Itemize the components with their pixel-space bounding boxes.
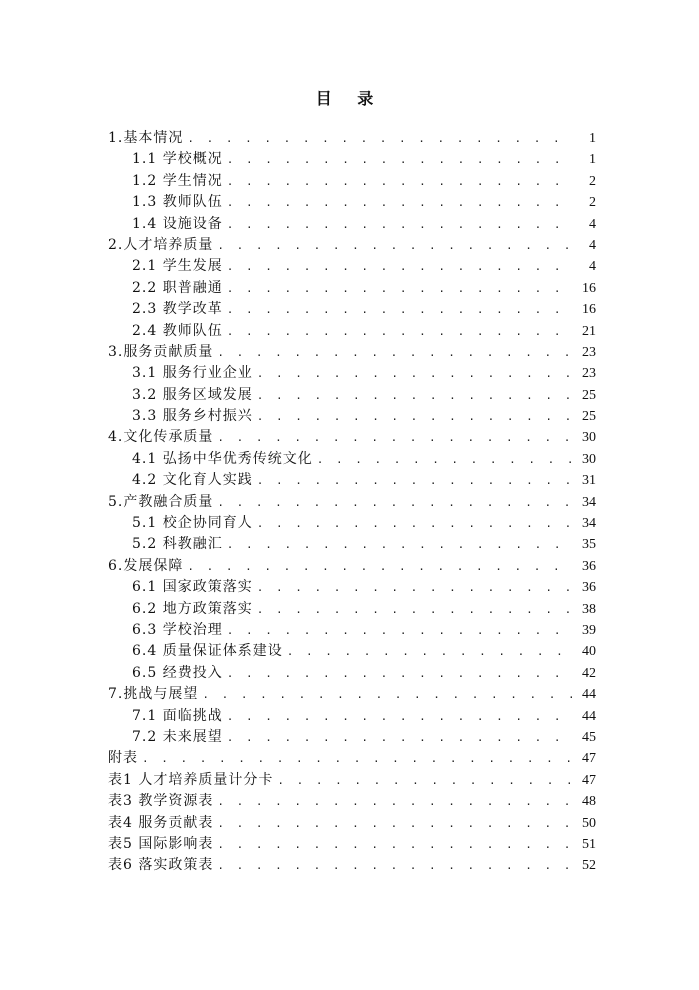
toc-entry-label: 6.2 地方政策落实 bbox=[132, 600, 253, 617]
dot-leader bbox=[187, 128, 574, 149]
toc-entry-label: 1.基本情况 bbox=[108, 130, 184, 146]
toc-entry-page-number: 40 bbox=[582, 644, 596, 660]
toc-entry[interactable] bbox=[108, 684, 596, 705]
dot-leader bbox=[257, 577, 574, 598]
toc-entry[interactable] bbox=[108, 321, 596, 342]
toc-entry-label: 5.1 校企协同育人 bbox=[132, 515, 253, 532]
toc-entry-page-number: 2 bbox=[589, 173, 596, 189]
toc-entry-page-number: 38 bbox=[582, 601, 596, 617]
toc-entry[interactable] bbox=[108, 278, 596, 299]
dot-leader bbox=[217, 235, 574, 256]
toc-entry-label: 6.5 经费投入 bbox=[132, 664, 223, 681]
toc-entry[interactable] bbox=[108, 663, 596, 684]
toc-entry-page-number: 4 bbox=[589, 237, 596, 253]
toc-entry-page-number: 30 bbox=[582, 430, 596, 446]
toc-entry-page-number: 51 bbox=[582, 836, 596, 852]
toc-entry-label: 2.1 学生发展 bbox=[132, 258, 223, 275]
dot-leader bbox=[227, 620, 574, 641]
toc-entry-page-number: 50 bbox=[582, 815, 596, 831]
toc-entry[interactable] bbox=[108, 214, 596, 235]
toc-entry-page-number: 44 bbox=[582, 687, 596, 703]
toc-entry[interactable] bbox=[108, 770, 596, 791]
dot-leader bbox=[187, 556, 574, 577]
toc-entry[interactable] bbox=[108, 385, 596, 406]
toc-entry-page-number: 1 bbox=[589, 152, 596, 168]
toc-entry-page-number: 25 bbox=[582, 387, 596, 403]
toc-entry-page-number: 2 bbox=[589, 195, 596, 211]
toc-entry-label: 4.1 弘扬中华优秀传统文化 bbox=[132, 450, 313, 467]
toc-entry-label: 1.4 设施设备 bbox=[132, 215, 223, 232]
toc-entry[interactable] bbox=[108, 834, 596, 855]
toc-entry-page-number: 30 bbox=[582, 451, 596, 467]
toc-entry[interactable] bbox=[108, 813, 596, 834]
dot-leader bbox=[257, 599, 574, 620]
toc-entry[interactable] bbox=[108, 577, 596, 598]
dot-leader bbox=[217, 855, 574, 876]
toc-entry[interactable] bbox=[108, 427, 596, 448]
toc-entry-page-number: 47 bbox=[582, 772, 596, 788]
toc-entry-page-number: 34 bbox=[582, 494, 596, 510]
toc-entry[interactable] bbox=[108, 748, 596, 769]
toc-entry-page-number: 1 bbox=[589, 131, 596, 146]
toc-entry[interactable] bbox=[108, 556, 596, 577]
dot-leader bbox=[257, 406, 574, 427]
toc-entry-label: 2.3 教学改革 bbox=[132, 301, 223, 318]
dot-leader bbox=[227, 534, 574, 555]
dot-leader bbox=[227, 299, 574, 320]
page-title: 目 录 bbox=[315, 89, 384, 108]
toc-entry-label: 2.人才培养质量 bbox=[108, 236, 214, 253]
toc-entry-label: 7.2 未来展望 bbox=[132, 728, 223, 745]
toc-entry-label: 表5 国际影响表 bbox=[108, 835, 214, 852]
dot-leader bbox=[317, 449, 574, 470]
dot-leader bbox=[217, 813, 574, 834]
dot-leader bbox=[287, 641, 574, 662]
toc-entry[interactable] bbox=[108, 513, 596, 534]
toc-entry[interactable] bbox=[108, 406, 596, 427]
dot-leader bbox=[257, 363, 574, 384]
toc-entry-page-number: 21 bbox=[582, 323, 596, 339]
toc-entry-page-number: 16 bbox=[582, 280, 596, 296]
dot-leader bbox=[202, 684, 574, 705]
toc-entry-label: 2.2 职普融通 bbox=[132, 279, 223, 296]
toc-entry-label: 4.文化传承质量 bbox=[108, 429, 214, 446]
toc-entry-label: 3.服务贡献质量 bbox=[108, 343, 214, 360]
toc-entry[interactable] bbox=[108, 149, 596, 170]
toc-entry-label: 1.2 学生情况 bbox=[132, 172, 223, 189]
dot-leader bbox=[227, 278, 574, 299]
toc-entry[interactable] bbox=[108, 171, 596, 192]
dot-leader bbox=[217, 342, 574, 363]
toc-entry-page-number: 23 bbox=[582, 366, 596, 382]
toc-entry-label: 7.挑战与展望 bbox=[108, 686, 199, 703]
toc-entry-label: 5.2 科教融汇 bbox=[132, 536, 223, 553]
toc-entry-page-number: 35 bbox=[582, 537, 596, 553]
toc-entry[interactable] bbox=[108, 706, 596, 727]
toc-entry-label: 7.1 面临挑战 bbox=[132, 707, 223, 724]
toc-entry[interactable] bbox=[108, 855, 596, 876]
toc-entry[interactable] bbox=[108, 470, 596, 491]
dot-leader bbox=[277, 770, 574, 791]
toc-entry[interactable] bbox=[108, 299, 596, 320]
toc-entry-page-number: 48 bbox=[582, 794, 596, 810]
toc-entry[interactable] bbox=[108, 128, 596, 149]
dot-leader bbox=[217, 834, 574, 855]
toc-entry-label: 3.2 服务区域发展 bbox=[132, 386, 253, 403]
toc-entry-page-number: 31 bbox=[582, 473, 596, 489]
dot-leader bbox=[142, 748, 574, 769]
toc-entry-page-number: 34 bbox=[582, 516, 596, 532]
toc-entry-page-number: 47 bbox=[582, 751, 596, 767]
toc-entry-label: 4.2 文化育人实践 bbox=[132, 472, 253, 489]
toc-entry-page-number: 36 bbox=[582, 580, 596, 596]
toc-entry-label: 表1 人才培养质量计分卡 bbox=[108, 771, 274, 788]
dot-leader bbox=[217, 427, 574, 448]
toc-entry[interactable] bbox=[108, 791, 596, 812]
toc-entry-label: 附表 bbox=[108, 750, 138, 767]
toc-entry-label: 6.3 学校治理 bbox=[132, 621, 223, 638]
dot-leader bbox=[227, 192, 574, 213]
table-of-contents bbox=[108, 128, 596, 877]
toc-entry-label: 6.1 国家政策落实 bbox=[132, 579, 253, 596]
toc-entry-page-number: 39 bbox=[582, 622, 596, 638]
dot-leader bbox=[227, 171, 574, 192]
toc-entry-label: 1.1 学校概况 bbox=[132, 151, 223, 168]
toc-entry[interactable] bbox=[108, 235, 596, 256]
dot-leader bbox=[257, 385, 574, 406]
dot-leader bbox=[227, 663, 574, 684]
dot-leader bbox=[257, 470, 574, 491]
dot-leader bbox=[257, 513, 574, 534]
toc-entry[interactable] bbox=[108, 256, 596, 277]
toc-entry-page-number: 44 bbox=[582, 708, 596, 724]
toc-entry-page-number: 45 bbox=[582, 729, 596, 745]
toc-entry-label: 3.3 服务乡村振兴 bbox=[132, 408, 253, 425]
toc-entry-page-number: 25 bbox=[582, 409, 596, 425]
toc-entry-page-number: 16 bbox=[582, 302, 596, 318]
toc-entry[interactable] bbox=[108, 449, 596, 470]
toc-entry-label: 2.4 教师队伍 bbox=[132, 322, 223, 339]
toc-entry-page-number: 52 bbox=[582, 858, 596, 874]
dot-leader bbox=[227, 706, 574, 727]
dot-leader bbox=[227, 214, 574, 235]
toc-entry-page-number: 36 bbox=[582, 558, 596, 574]
toc-entry[interactable] bbox=[108, 534, 596, 555]
toc-entry[interactable] bbox=[108, 641, 596, 662]
toc-entry[interactable] bbox=[108, 342, 596, 363]
toc-entry-page-number: 42 bbox=[582, 665, 596, 681]
toc-entry[interactable] bbox=[108, 492, 596, 513]
toc-entry-label: 3.1 服务行业企业 bbox=[132, 365, 253, 382]
toc-entry-label: 5.产教融合质量 bbox=[108, 493, 214, 510]
toc-entry[interactable] bbox=[108, 620, 596, 641]
toc-entry-label: 表4 服务贡献表 bbox=[108, 814, 214, 831]
toc-entry-label: 6.发展保障 bbox=[108, 557, 184, 574]
toc-entry-label: 1.3 教师队伍 bbox=[132, 194, 223, 211]
toc-entry[interactable] bbox=[108, 192, 596, 213]
toc-entry[interactable] bbox=[108, 727, 596, 748]
dot-leader bbox=[227, 256, 574, 277]
toc-entry-label: 6.4 质量保证体系建设 bbox=[132, 643, 283, 660]
toc-entry-page-number: 23 bbox=[582, 344, 596, 360]
toc-entry-label: 表6 落实政策表 bbox=[108, 857, 214, 874]
toc-entry[interactable] bbox=[108, 599, 596, 620]
toc-entry-page-number: 4 bbox=[589, 216, 596, 232]
dot-leader bbox=[217, 791, 574, 812]
toc-entry-label: 表3 教学资源表 bbox=[108, 793, 214, 810]
dot-leader bbox=[227, 149, 574, 170]
dot-leader bbox=[227, 321, 574, 342]
dot-leader bbox=[217, 492, 574, 513]
toc-entry[interactable] bbox=[108, 363, 596, 384]
dot-leader bbox=[227, 727, 574, 748]
toc-entry-page-number: 4 bbox=[589, 259, 596, 275]
